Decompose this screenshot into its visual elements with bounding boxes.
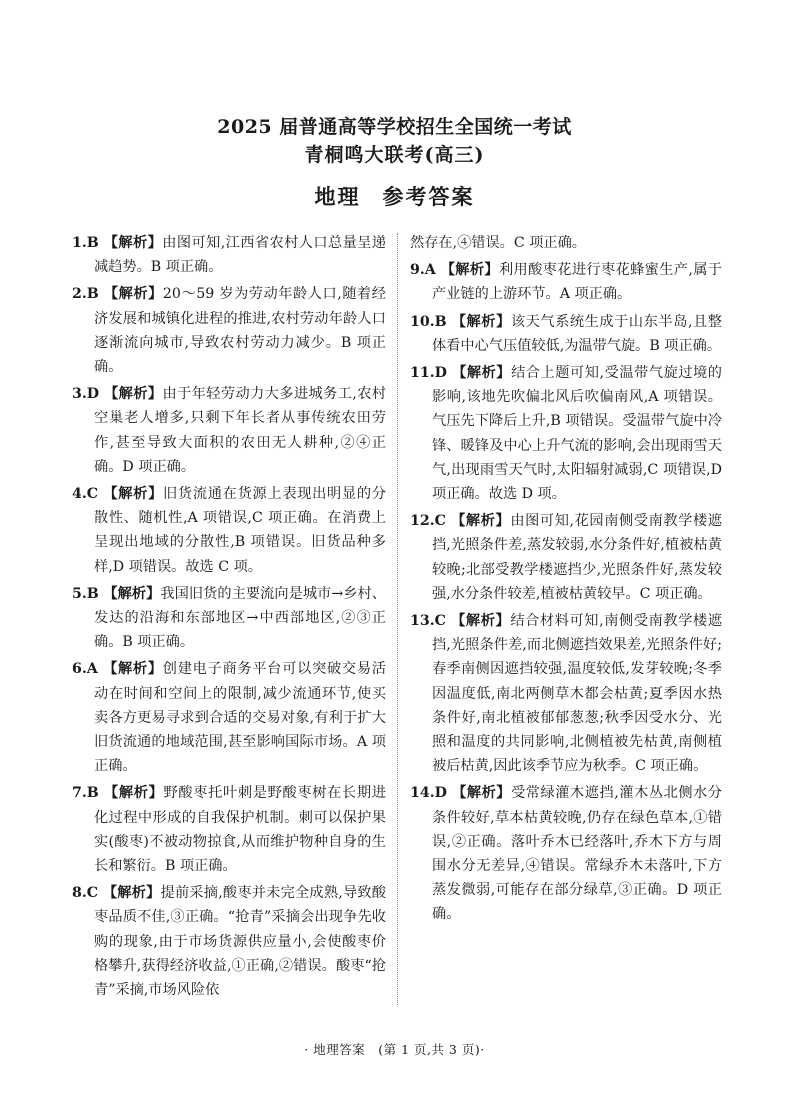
answer-item [410,258,722,306]
answer-text: 我国旧货的主要流向是城市→乡村、发达的沿海和东部地区→中西部地区,②③正确。B 项正确。 [94,585,386,651]
question-number: 14.D [410,785,447,802]
answer-text: 创建电子商务平台可以突破交易活动在时间和空间上的限制,减少流通环节,使买卖各方更易寻求到合适的交易对象,有利于扩大旧货流通的地域范围,甚至影响国际市场。A 项正确。 [94,661,386,775]
question-number: 3.D [72,386,100,403]
answer-item [72,482,386,579]
subject-name: 地理 [314,184,361,209]
exam-subtitle: 青桐鸣大联考(高三) [304,144,485,166]
answer-item [72,382,386,479]
doc-type: 参考答案 [382,184,475,209]
question-number: 11.D [410,365,447,382]
question-number: 9.A [410,262,436,279]
answer-text: 然存在,④错误。C 项正确。 [410,235,586,251]
question-number: 10.B [410,313,447,330]
analysis-tag: 【解析】 [451,613,511,630]
analysis-tag: 【解析】 [440,262,499,279]
answer-text: 20～59 岁为劳动年龄人口,随着经济发展和城镇化进程的推进,农村劳动年龄人口逐渐流向城市,导致农村劳动力减少。B 项正确。 [94,286,386,376]
column-divider [397,233,398,1005]
analysis-tag: 【解析】 [451,513,511,530]
answer-text: 旧货流通在货源上表现出明显的分散性、随机性,A 项错误,C 项正确。在消费上呈现出地域的分散性,B 项错误。旧货品种多样,D 项错误。故选 C 项。 [94,486,386,575]
question-number: 2.B [72,286,99,303]
analysis-tag: 【解析】 [452,365,512,382]
answer-item [72,282,386,379]
page-footer: · 地理答案 (第 1 页,共 3 页)· [304,1042,485,1057]
analysis-tag: 【解析】 [103,585,161,602]
analysis-tag: 【解析】 [102,885,161,902]
analysis-tag: 【解析】 [103,286,163,303]
answer-item [410,509,722,606]
answer-item [410,361,722,506]
answers-left-column [72,231,386,1005]
answer-text: 结合材料可知,南侧受南教学楼遮挡,光照条件差,而北侧遮挡效果差,光照条件好;春季南侧因遮挡较强,温度较低,发芽较晚;冬季因温度低,南北两侧草木都会枯黄;夏季因水热条件好,南北植被郁郁葱葱;秋季因受水分、光照和温度的共同影响,北侧植被先枯黄,南侧植被后枯黄,因此该季节应为秋季。C 项正确。 [432,613,722,775]
answer-item [72,657,386,778]
exam-title: 2025 届普通高等学校招生全国统一考试 [217,116,572,138]
answers-right-column [410,231,722,930]
answer-text: 由图可知,江西省农村人口总量呈递减趋势。B 项正确。 [94,235,386,276]
analysis-tag: 【解析】 [452,785,512,802]
answer-item [410,231,722,255]
analysis-tag: 【解析】 [103,661,163,678]
answer-text: 利用酸枣花进行枣花蜂蜜生产,属于产业链的上游环节。A 项正确。 [432,262,722,303]
analysis-tag: 【解析】 [104,386,163,403]
answer-item [72,881,386,1002]
answer-item [72,781,386,878]
question-number: 6.A [72,661,98,678]
question-number: 1.B [72,235,99,251]
question-number: 12.C [410,513,446,530]
analysis-tag: 【解析】 [451,313,511,330]
answer-text: 受常绿灌木遮挡,灌木丛北侧水分条件较好,草本枯黄较晚,仍存在绿色草本,①错误,②正确。落叶乔木已经落叶,乔木下方与周围水分无差异,④错误。常绿乔木未落叶,下方蒸发微弱,可能存在部分绿草,③正确。D 项正确。 [432,785,722,923]
subject-heading [0,181,789,211]
analysis-tag: 【解析】 [103,486,164,503]
analysis-tag: 【解析】 [103,235,163,251]
question-number: 4.C [72,486,99,503]
analysis-tag: 【解析】 [104,785,164,802]
question-number: 5.B [72,585,99,602]
question-number: 8.C [72,885,99,902]
answer-item [410,310,722,358]
answer-text: 结合上题可知,受温带气旋过境的影响,该地先吹偏北风后吹偏南风,A 项错误。气压先下降后上升,B 项错误。受温带气旋中冷锋、暖锋及中心上升气流的影响,会出现雨雪天气,出现雨雪天气时,太阳辐射减弱,C 项错误,D 项正确。故选 D 项。 [432,365,722,503]
answer-text: 由于年轻劳动力大多进城务工,农村空巢老人增多,只剩下年长者从事传统农田劳作,甚至导致大面积的农田无人耕种,②④正确。D 项正确。 [94,386,386,475]
answer-text: 由图可知,花园南侧受南教学楼遮挡,光照条件差,蒸发较弱,水分条件好,植被枯黄较晚;北部受教学楼遮挡少,光照条件好,蒸发较强,水分条件较差,植被枯黄较早。C 项正确。 [432,513,722,602]
answer-text: 野酸枣托叶刺是野酸枣树在长期进化过程中形成的自我保护机制。刺可以保护果实(酸枣)不被动物掠食,从而维护物种自身的生长和繁衍。B 项正确。 [94,785,386,875]
answer-text: 该天气系统生成于山东半岛,且整体看中心气压值较低,为温带气旋。B 项正确。 [432,313,722,354]
answer-item [72,582,386,655]
question-number: 13.C [410,613,446,630]
answer-text: 提前采摘,酸枣并未完全成熟,导致酸枣品质不佳,③正确。“抢青”采摘会出现争先收购的现象,由于市场货源供应量小,会使酸枣价格攀升,获得经济收益,①正确,②错误。酸枣“抢青”采摘,市场风险依 [94,885,386,999]
answer-item [410,781,722,926]
question-number: 7.B [72,785,99,802]
answer-item [72,231,386,279]
answer-item [410,609,722,778]
